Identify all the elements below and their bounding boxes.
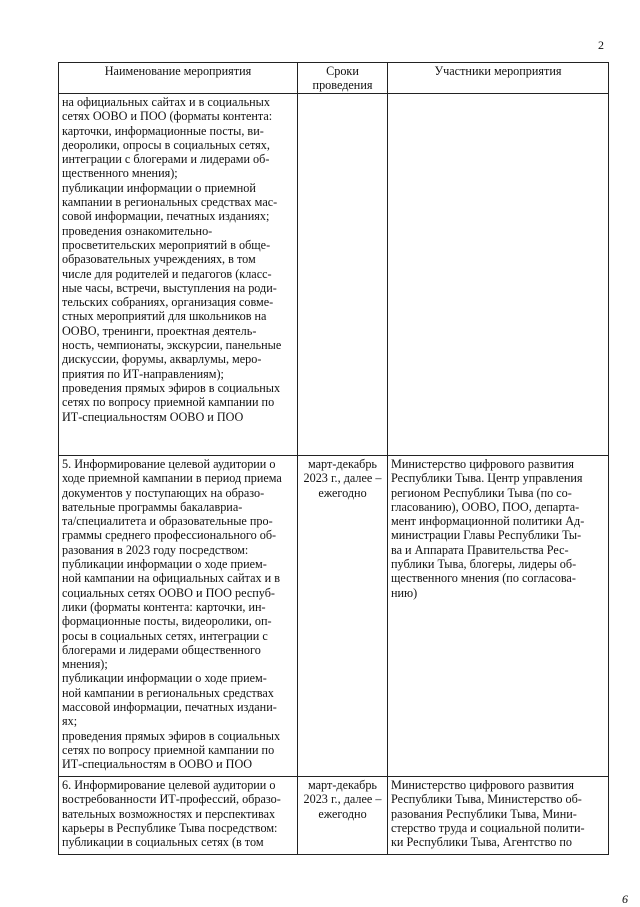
dates-cell: март-декабрь 2023 г., далее – ежегодно: [298, 456, 388, 777]
page-number: 2: [598, 38, 604, 52]
participants-cell: Министерство цифрового развития Республики Тыва. Центр управления регионом Республики Тыва (по со- гласованию), ООВО, ПОО, департа- мент информационной политики Ад- министрации Главы Республики Ты- ва и Аппарата Правительства Рес- публики Тыва, блогеры, лидеры об- щественного мнения (по согласова- нию): [388, 456, 609, 777]
table-row: [59, 94, 609, 456]
corner-mark: 6: [622, 892, 628, 906]
table-header-row: [59, 63, 609, 94]
header-activity: Наименование мероприятия: [59, 63, 298, 94]
dates-cell: март-декабрь 2023 г., далее – ежегодно: [298, 777, 388, 855]
activities-table: [58, 62, 609, 855]
participants-cell: Министерство цифрового развития Республики Тыва, Министерство об- разования Республики Тыва, Мини- стерство труда и социальной полити- ки Республики Тыва, Агентство по: [388, 777, 609, 855]
table-row: [59, 456, 609, 777]
header-participants: Участники мероприятия: [388, 63, 609, 94]
participants-cell: [388, 94, 609, 456]
activity-cell: на официальных сайтах и в социальных сетях ООВО и ПОО (форматы контента: карточки, информационные посты, ви- деоролики, опросы в социальных сетях, интеграции с блогерами и лидерами об- щественного мнения); публикации информации о приемной кампании в региональных средствах мас- совой информации, печатных изданиях; проведения ознакомительно- просветительских мероприятий в обще- образовательных учреждениях, в том числе для родителей и педагогов (класс- ные часы, встречи, выступления на роди- тельских собраниях, организация совме- стных мероприятий для школьников на ООВО, тренинги, проектная деятель- ность, чемпионаты, экскурсии, панельные дискуссии, форумы, акварлумы, меро- приятия по ИТ-направлениям); проведения прямых эфиров в социальных сетях по вопросу приемной кампании по ИТ-специальностям ООВО и ПОО: [59, 94, 298, 456]
activity-cell: 5. Информирование целевой аудитории о ходе приемной кампании в период приема документов у поступающих на образо- вательные программы бакалавриа- та/специалитета и образовательные про- граммы среднего профессионального об- разования в 2023 году посредством: публикации информации о ходе прием- ной кампании на официальных сайтах и в социальных сетях ООВО и ПОО респуб- лики (форматы контента: карточки, ин- формационные посты, видеоролики, оп- росы в социальных сетях, интеграции с блогерами и лидерами общественного мнения); публикации информации о ходе прием- ной кампании в региональных средствах массовой информации, печатных издани- ях; проведения прямых эфиров в социальных сетях по вопросу приемной кампании по ИТ-специальностям в ООВО и ПОО: [59, 456, 298, 777]
table-row: [59, 777, 609, 855]
dates-cell: [298, 94, 388, 456]
activity-cell: 6. Информирование целевой аудитории о востребованности ИТ-профессий, образо- вательных возможностях и перспективах карьеры в Республике Тыва посредством: публикации в социальных сетях (в том: [59, 777, 298, 855]
header-dates: Сроки проведения: [298, 63, 388, 94]
